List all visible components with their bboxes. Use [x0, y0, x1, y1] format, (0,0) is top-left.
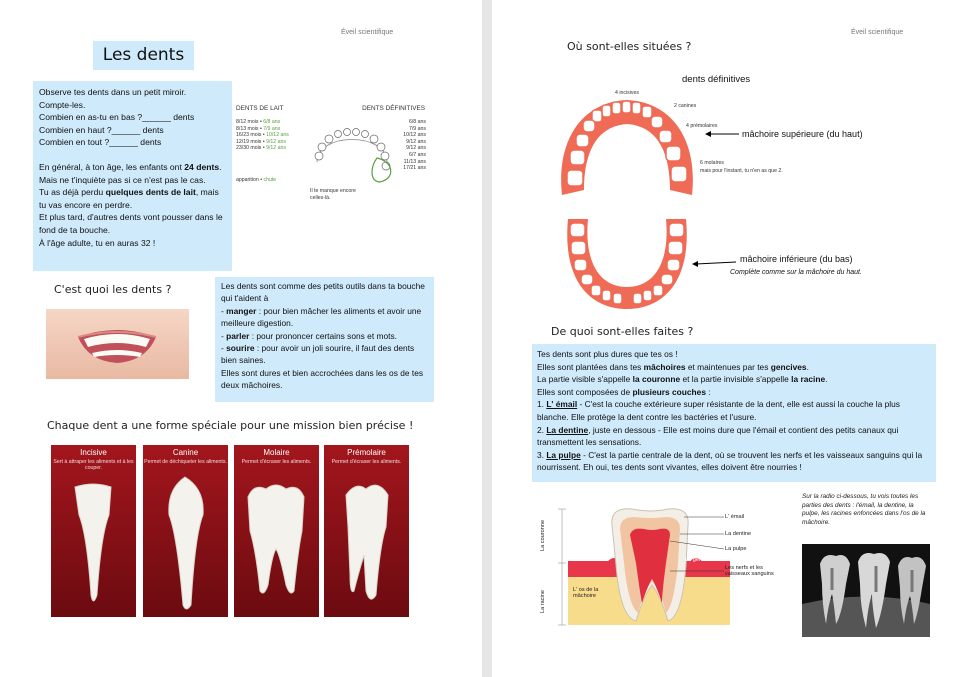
label-incisives: 4 incisives [615, 90, 639, 96]
bold-text: mâchoires [643, 361, 686, 372]
page-title: Les dents [93, 41, 194, 70]
label-dentine: La dentine [725, 531, 752, 537]
label-couronne: La couronne [540, 519, 546, 551]
label-pulpe: La pulpe [725, 546, 747, 552]
lait-row: 8/13 mois • 7/9 ans [236, 125, 281, 132]
text: 6/8 ans [263, 119, 281, 125]
label-racine: La racine [540, 589, 546, 613]
what-intro: Les dents sont comme des petits outils dans ta bouche qui t'aident à [221, 281, 425, 304]
bold-text: La pulpe [546, 449, 581, 460]
label-os: L' os de la mâchoire [573, 587, 599, 599]
arrow-icon [705, 129, 741, 139]
tooth-name: Incisive [80, 448, 107, 457]
text: Elles sont composées de [537, 386, 633, 397]
tooth-card-incisive [51, 445, 136, 617]
text: , mais tu vas encore en perdre. [39, 187, 219, 210]
intro-line: Compte-les. [39, 99, 86, 110]
question-shape: Chaque dent a une forme spéciale pour une mission bien précise ! [47, 419, 414, 432]
incisive-tooth-icon [51, 445, 136, 617]
text: . Mais ne t'inquiète pas si ce n'est pas le cas. [39, 161, 222, 185]
made-line: Tes dents sont plus dures que tes os ! [537, 349, 678, 359]
col-def-label: DENTS DÉFINITIVES [362, 105, 425, 112]
xray-image [802, 544, 930, 637]
text: : pour avoir un joli sourire, il faut des dents bien saines. [221, 343, 415, 366]
text: 3. [537, 449, 547, 460]
right-page [492, 0, 972, 677]
made-line [537, 373, 931, 386]
text: 1. [537, 399, 547, 410]
bold-text: quelques dents de lait [105, 187, 196, 198]
question-what: C'est quoi les dents ? [54, 283, 172, 296]
teeth-chart [233, 100, 431, 208]
def-rows [400, 119, 426, 172]
what-end: Elles sont dures et bien accrochées dans les os de tes deux mâchoires. [221, 367, 424, 391]
chart-legend: apparition • chute [236, 177, 277, 183]
bold-text: 24 dents [184, 161, 220, 172]
tooth-name: Canine [172, 448, 199, 457]
label-molaires-note: mais pour l'instant, tu n'en as que 2. [700, 168, 783, 174]
intro-line: Combien en tout ?______ dents [39, 137, 162, 148]
left-page [0, 0, 482, 677]
label-upper-jaw: mâchoire supérieure (du haut) [742, 129, 863, 139]
text: apparition [236, 177, 259, 183]
def-row: 9/12 ans [406, 138, 426, 145]
def-row: 7/9 ans [408, 125, 426, 132]
label-complete: Complète comme sur la mâchoire du haut. [730, 269, 862, 276]
text: : pour prononcer certains sons et mots. [249, 330, 397, 341]
text: 9/12 ans [266, 138, 286, 145]
canine-tooth-icon [143, 445, 228, 617]
bold-text: parler [226, 330, 250, 341]
text: 9/12 ans [266, 145, 286, 152]
made-item-dentine [537, 424, 931, 449]
text: - C'est la partie centrale de la dent, où se trouvent les nerfs et les vaisseaux sanguins qui la nourrissent. Eh oui, tes dents sont vivantes, elles doivent être nourries ! [537, 449, 923, 473]
tooth-desc: Permet d'écraser les aliments. [241, 459, 312, 465]
text: : pour bien mâcher les aliments et avoir une meilleure digestion. [221, 305, 422, 329]
tooth-name: Prémolaire [347, 448, 386, 457]
text: 8/12 mois [236, 119, 259, 125]
text: : [705, 386, 711, 397]
what-item: - manger : pour bien mâcher les aliments et avoir une meilleure digestion. [221, 305, 422, 329]
text: 8/13 mois [236, 125, 259, 132]
made-item-pulpe [537, 449, 931, 474]
question-where: Où sont-elles situées ? [567, 40, 692, 53]
bold-text: L' émail [546, 399, 578, 410]
label-gencive: La gencive [685, 557, 713, 563]
label-nerfs: Les nerfs et les vaisseaux sanguins [725, 565, 774, 577]
chart-note: Il te manque encore celles-là. [310, 188, 356, 201]
radio-note: Sur la radio ci-dessous, tu vois toutes les parties des dents : l'émail, la dentine, la pulpe, les racines enfoncées dans l'os de la mâchoire. [802, 493, 926, 526]
page-header: Éveil scientifique [851, 29, 904, 36]
composition-box [532, 344, 936, 482]
text: - C'est la couche extérieure super résistante de la dent, elle est aussi la couche la plus blanche. Elle protège la dent contre les bactéries et l'usure. [537, 399, 900, 422]
tooth-desc: Permet d'écraser les aliments. [331, 459, 402, 465]
intro-line: Combien en haut ?______ dents [39, 124, 164, 135]
diagram-leader-lines [670, 511, 726, 581]
intro-box [33, 81, 232, 271]
def-row: 6/8 ans [408, 119, 426, 125]
child-smile-image [46, 309, 189, 379]
lait-row: 8/12 mois • 6/8 ans [236, 119, 281, 125]
molar-tooth-icon [234, 445, 319, 617]
intro-line: Observe tes dents dans un petit miroir. [39, 87, 187, 97]
made-line [537, 361, 931, 374]
label-premolaires: 4 prémolaires [686, 123, 718, 129]
page-header: Éveil scientifique [341, 29, 394, 36]
text: 10/12 ans [266, 132, 289, 139]
text: 7/9 ans [263, 125, 281, 132]
text: et maintenues par tes [685, 361, 771, 372]
label-canines: 2 canines [674, 103, 697, 109]
lait-rows [236, 119, 289, 152]
intro-paragraph [39, 161, 226, 186]
tooth-card-molaire [234, 445, 319, 617]
text: 2. [537, 424, 547, 435]
bold-text: sourire [226, 343, 255, 354]
made-item-email [537, 398, 931, 423]
intro-paragraph: À l'âge adulte, tu en auras 32 ! [39, 237, 156, 248]
tooth-card-canine [143, 445, 228, 617]
what-item: - parler : pour prononcer certains sons et mots. [221, 330, 397, 341]
intro-line: Combien en as-tu en bas ?______ dents [39, 112, 195, 123]
jaw-title: dents définitives [682, 74, 751, 85]
text: . [806, 361, 809, 372]
bold-text: La dentine [546, 424, 589, 435]
tooth-desc: Sert à attraper les aliments et à les couper. [53, 459, 134, 472]
text: 23/30 mois [236, 145, 262, 152]
tooth-name: Molaire [263, 448, 290, 457]
lait-row: 23/30 mois • 9/12 ans [236, 145, 286, 152]
def-row: 10/12 ans [403, 132, 426, 139]
text: En général, à ton âge, les enfants ont [39, 161, 185, 172]
bold-text: la racine [791, 374, 826, 385]
tooth-desc: Permet de déchiqueter les aliments. [144, 459, 227, 465]
def-row: 6/7 ans [408, 151, 426, 158]
col-lait-label: DENTS DE LAIT [236, 105, 284, 112]
label-molaires: 6 molaires [700, 160, 724, 166]
question-made-of: De quoi sont-elles faites ? [551, 325, 694, 338]
text: . [825, 374, 828, 385]
made-line [537, 386, 931, 399]
def-row: 11/13 ans [403, 158, 426, 165]
def-row: 17/21 ans [403, 165, 426, 172]
text: 16/23 mois [236, 132, 262, 139]
label-email: L' émail [725, 514, 745, 520]
bold-text: gencives [770, 361, 807, 372]
bold-text: manger [226, 305, 257, 316]
tooth-card-premolaire [324, 445, 409, 617]
lait-row: 12/19 mois • 9/12 ans [236, 138, 286, 145]
bold-text: la couronne [632, 374, 681, 385]
text: Elles sont plantées dans tes [537, 361, 644, 372]
what-box [215, 277, 434, 402]
lait-row: 16/23 mois • 10/12 ans [236, 132, 289, 139]
text: , juste en dessous - Elle est moins dure que l'émail et contient des petits canaux qui transmettent les sensations. [537, 424, 899, 448]
bold-text: plusieurs couches [632, 386, 706, 397]
text: et la partie invisible s'appelle [680, 374, 792, 385]
intro-paragraph [39, 186, 226, 211]
text: 12/19 mois [236, 138, 262, 145]
arrow-icon [692, 258, 738, 268]
text: La partie visible s'appelle [537, 374, 633, 385]
intro-paragraph: Et plus tard, d'autres dents vont pousser dans le fond de ta bouche. [39, 212, 223, 235]
teeth-arch-illustration [307, 122, 397, 192]
what-item: - sourire : pour avoir un joli sourire, il faut des dents bien saines. [221, 343, 415, 366]
text: Tu as déjà perdu [39, 187, 106, 198]
def-row: 9/12 ans [406, 145, 426, 152]
premolar-tooth-icon [324, 445, 409, 617]
tooth-section-diagram [540, 505, 790, 635]
lower-jaw-illustration [562, 213, 692, 313]
text: chute [263, 177, 277, 183]
label-lower-jaw: mâchoire inférieure (du bas) [740, 254, 853, 264]
